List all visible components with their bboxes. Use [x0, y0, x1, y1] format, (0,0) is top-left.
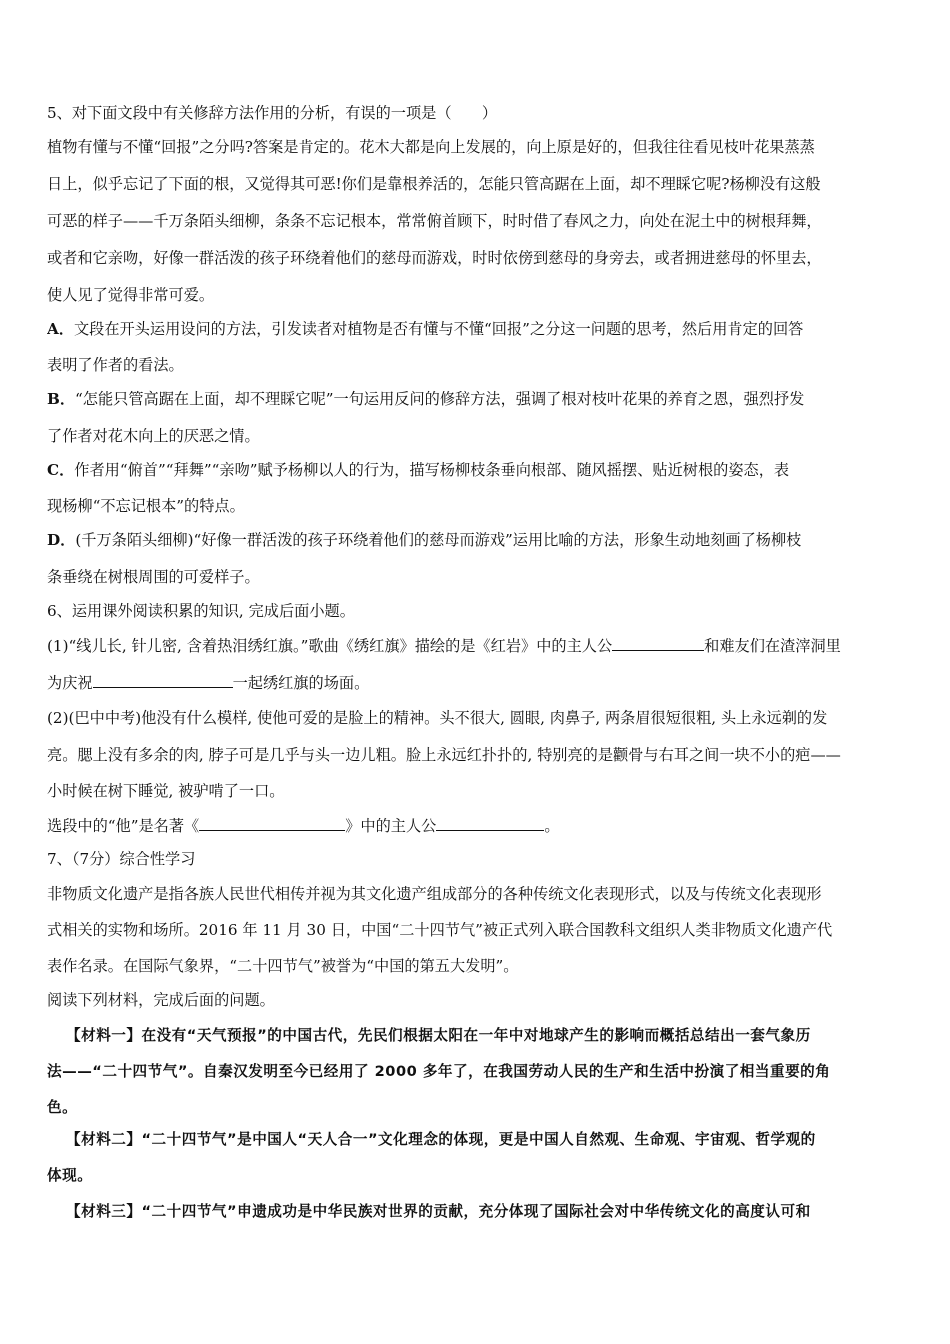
answer-blank[interactable] [436, 815, 544, 831]
material-2-line: 体现。 [47, 1167, 93, 1184]
q7-intro-line: 表作名录。在国际气象界，“二十四节气”被誉为“中国的第五大发明”。 [47, 957, 519, 975]
q5-option-a-cont: 表明了作者的看法。 [47, 356, 184, 374]
option-text: 作者用“俯首”“拜舞”“亲吻”赋予杨柳以人的行为，描写杨柳枝条垂向根部、随风摇摆、贴近树根的姿态，表 [74, 461, 790, 479]
q6-part2-text: 选段中的“他”是名著《 [47, 817, 200, 835]
q7-instruction: 阅读下列材料，完成后面的问题。 [47, 991, 275, 1009]
q6-part1-text: 为庆祝 [47, 674, 93, 692]
q5-option-b [47, 389, 907, 409]
q5-option-c-cont: 现杨柳“不忘记根本”的特点。 [47, 497, 245, 515]
q6-part2-line: (2)(巴中中考)他没有什么模样, 使他可爱的是脸上的精神。头不很大, 圆眼, 肉鼻子, 两条眉很短很粗, 头上永远剃的发 [47, 709, 828, 727]
q5-option-d [47, 530, 907, 550]
material-1-line: 色。 [47, 1099, 78, 1116]
q5-passage-line: 植物有懂与不懂“回报”之分吗?答案是肯定的。花木大都是向上发展的，向上原是好的，但我往往看见枝叶花果蒸蒸 [47, 138, 815, 156]
q5-passage-line: 或者和它亲吻，好像一群活泼的孩子环绕着他们的慈母而游戏，时时依傍到慈母的身旁去，或者拥进慈母的怀里去， [47, 249, 822, 267]
option-letter: A． [47, 320, 74, 338]
material-1-line: 【材料一】在没有“天气预报”的中国古代，先民们根据太阳在一年中对地球产生的影响而概括总结出一套气象历 [66, 1027, 811, 1044]
option-text: “怎能只管高踞在上面，却不理睬它呢”一句运用反问的修辞方法，强调了根对枝叶花果的养育之恩，强烈抒发 [75, 390, 805, 408]
q6-part1-text: (1)“线儿长, 针儿密, 含着热泪绣红旗。”歌曲《绣红旗》描绘的是《红岩》中的主人公 [47, 637, 613, 655]
q7-stem: 7、（7分）综合性学习 [47, 850, 196, 868]
option-letter: B． [47, 390, 76, 408]
q7-intro-line: 非物质文化遗产是指各族人民世代相传并视为其文化遗产组成部分的各种传统文化表现形式，以及与传统文化表现形 [47, 885, 822, 903]
q5-option-a [47, 319, 907, 339]
q6-part1-text: 一起绣红旗的场面。 [232, 674, 370, 692]
q7-intro-line: 式相关的实物和场所。2016 年 11 月 30 日，中国“二十四节气”被正式列入联合国教科文组织人类非物质文化遗产代 [47, 921, 833, 939]
q6-part2-line: 小时候在树下睡觉, 被驴啃了一口。 [47, 782, 285, 800]
material-2-line: 【材料二】“二十四节气”是中国人“天人合一”文化理念的体现，更是中国人自然观、生命观、宇宙观、哲学观的 [66, 1131, 816, 1148]
option-letter: D． [47, 531, 76, 549]
q5-passage-line: 可恶的样子——千万条陌头细柳，条条不忘记根本，常常俯首顾下，时时借了春风之力，向处在泥土中的树根拜舞， [47, 212, 822, 230]
q6-part2-line: 亮。腮上没有多余的肉, 脖子可是几乎与头一边儿粗。脸上永远红扑扑的, 特别亮的是颧骨与右耳之间一块不小的疤—— [47, 746, 841, 764]
material-3-line: 【材料三】“二十四节气”申遗成功是中华民族对世界的贡献，充分体现了国际社会对中华传统文化的高度认可和 [66, 1203, 811, 1220]
answer-blank[interactable] [93, 672, 233, 688]
q5-passage-line: 日上，似乎忘记了下面的根，又觉得其可恶!你们是靠根养活的，怎能只管高踞在上面，却不理睬它呢?杨柳没有这般 [47, 175, 821, 193]
option-letter: C． [47, 461, 75, 479]
option-text: (千万条陌头细柳)“好像一群活泼的孩子环绕着他们的慈母而游戏”运用比喻的方法，形象生动地刻画了杨柳枝 [75, 531, 802, 549]
q5-stem: 5、对下面文段中有关修辞方法作用的分析，有误的一项是（ ） [47, 104, 498, 122]
q6-part2-question [47, 815, 907, 836]
q6-part2-text: 》中的主人公 [345, 817, 437, 835]
answer-blank[interactable] [612, 635, 704, 651]
option-text: 文段在开头运用设问的方法，引发读者对植物是否有懂与不懂“回报”之分这一问题的思考，然后用肯定的回答 [73, 320, 804, 338]
q6-part2-text: 。 [544, 817, 560, 835]
answer-blank[interactable] [199, 815, 345, 831]
q6-part1-line [47, 635, 907, 656]
q6-part1-text: 和难友们在渣滓洞里 [704, 637, 841, 655]
q6-stem: 6、运用课外阅读积累的知识, 完成后面小题。 [47, 602, 355, 620]
q5-option-c [47, 460, 907, 480]
q5-option-b-cont: 了作者对花木向上的厌恶之情。 [47, 427, 260, 445]
q6-part1-line [47, 672, 907, 693]
q5-passage-line: 使人见了觉得非常可爱。 [47, 286, 215, 304]
q5-option-d-cont: 条垂绕在树根周围的可爱样子。 [47, 568, 260, 586]
material-1-line: 法——“二十四节气”。自秦汉发明至今已经用了 2000 多年了，在我国劳动人民的生产和生活中扮演了相当重要的角 [47, 1063, 831, 1080]
